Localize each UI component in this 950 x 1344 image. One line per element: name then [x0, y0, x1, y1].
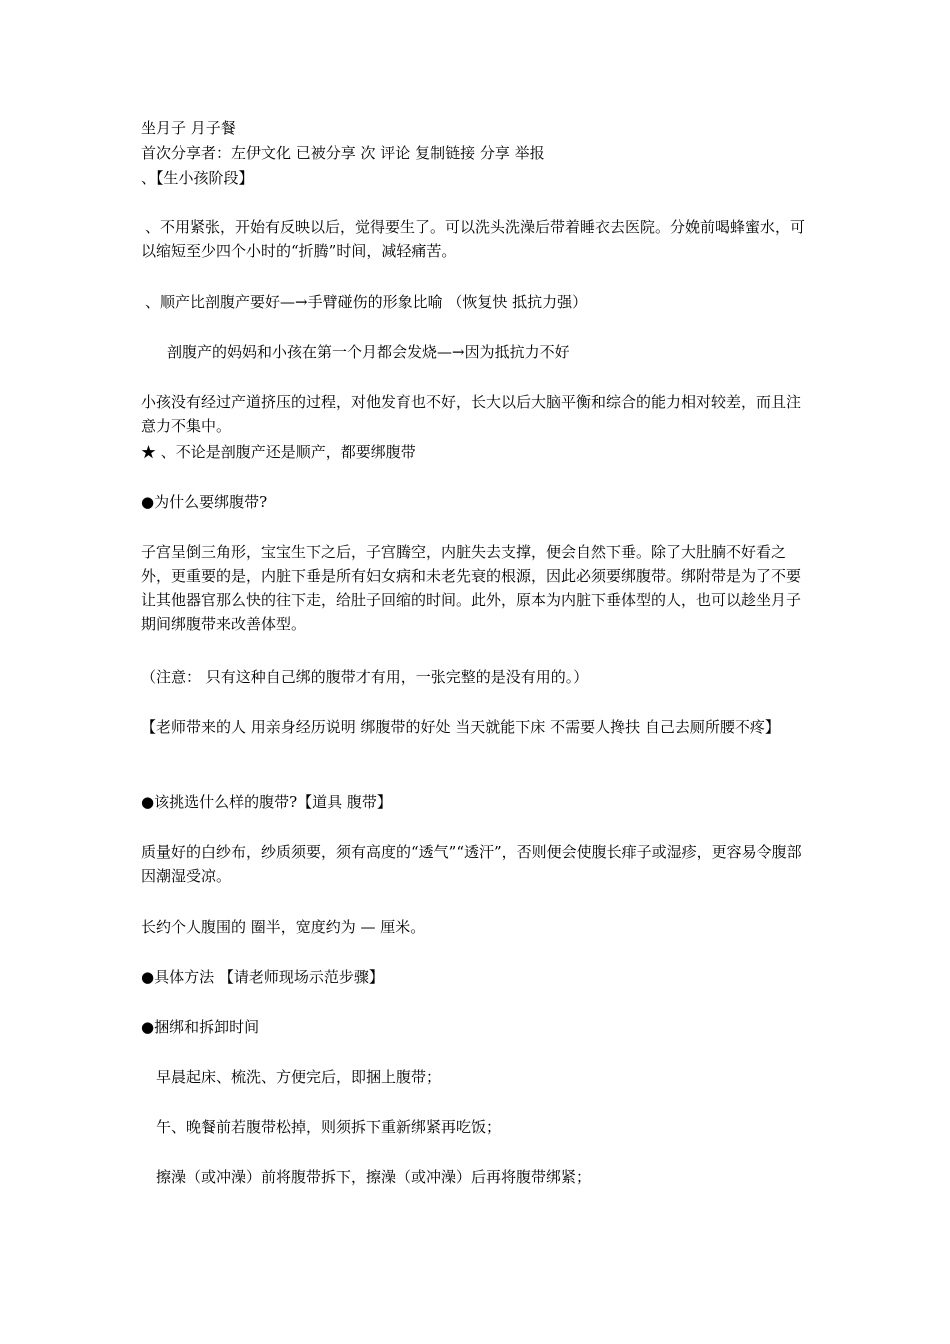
paragraph-birth-canal: 小孩没有经过产道挤压的过程，对他发育也不好，长大以后大脑平衡和综合的能力相对较差，而且注意力不集中。	[141, 393, 802, 435]
paragraph-uterus: 子宫呈倒三角形，宝宝生下之后，子宫腾空，内脏失去支撑，便会自然下垂。除了大肚腩不好看之外，更重要的是，内脏下垂是所有妇女病和未老先衰的根源，因此必须要绑腹带。绑附带是为了不要让其他器官那么快的往下走，给肚子回缩的时间。此外，原本为内脏下垂体型的人，也可以趁坐月子期间绑腹带来改善体型。	[141, 543, 802, 633]
question-why-binder: ●为什么要绑腹带?	[141, 493, 268, 511]
document-title: 坐月子 月子餐	[141, 119, 236, 137]
question-which-binder: ●该挑选什么样的腹带?【道具 腹带】	[141, 793, 392, 811]
paragraph-teacher-guest: 【老师带来的人 用亲身经历说明 绑腹带的好处 当天就能下床 不需要人搀扶 自己去厕所腰不疼】	[141, 718, 780, 736]
paragraph-note: （注意： 只有这种自己绑的腹带才有用，一张完整的是没有用的。）	[141, 668, 589, 686]
section-heading: 、【生小孩阶段】	[141, 169, 254, 187]
paragraph-gauze: 质量好的白纱布，纱质须要，须有高度的“透气”“透汗”，否则便会使腹长痱子或湿疹，更容易令腹部因潮湿受凉。	[141, 843, 802, 885]
heading-method: ●具体方法 【请老师现场示范步骤】	[141, 968, 384, 986]
paragraph-length: 长约个人腹围的 圈半，宽度约为 — 厘米。	[141, 918, 426, 936]
paragraph-cesarean-fever: 剖腹产的妈妈和小孩在第一个月都会发烧—→因为抵抗力不好	[167, 343, 570, 361]
paragraph-morning: 早晨起床、梳洗、方便完后，即捆上腹带；	[156, 1068, 442, 1086]
heading-timing: ●捆绑和拆卸时间	[141, 1018, 260, 1036]
paragraph-natural-birth: 、顺产比剖腹产要好—→手臂碰伤的形象比喻 （恢复快 抵抗力强）	[145, 293, 588, 311]
paragraph-no-stress: 、不用紧张，开始有反映以后，觉得要生了。可以洗头洗澡后带着睡衣去医院。分娩前喝蜂蜜水，可以缩短至少四个小时的“折腾”时间，减轻痛苦。	[141, 218, 806, 260]
paragraph-meals: 午、晚餐前若腹带松掉，则须拆下重新绑紧再吃饭；	[156, 1118, 502, 1136]
paragraph-bath: 擦澡（或冲澡）前将腹带拆下，擦澡（或冲澡）后再将腹带绑紧；	[156, 1168, 592, 1186]
share-info-line: 首次分享者：左伊文化 已被分享 次 评论 复制链接 分享 举报	[141, 144, 545, 162]
paragraph-abdominal-binder: ★ 、不论是剖腹产还是顺产，都要绑腹带	[141, 443, 416, 461]
